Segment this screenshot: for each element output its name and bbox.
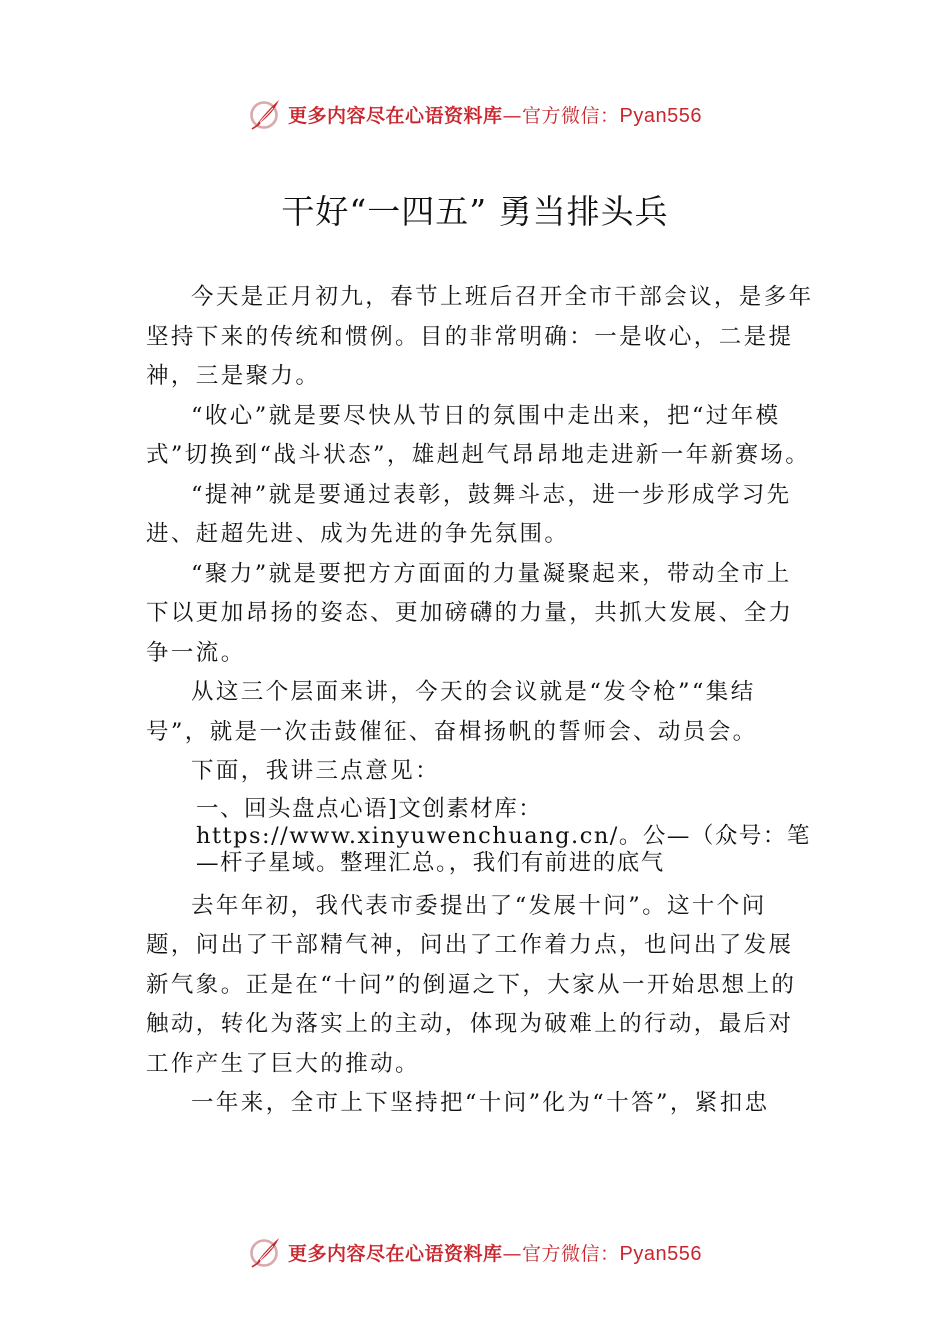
- footer-watermark-banner: [0, 1232, 950, 1272]
- watermark-wechat-label: —官方微信：: [502, 1242, 620, 1265]
- watermark-wechat-label: —官方微信：: [502, 104, 620, 127]
- paragraph: “聚力”就是要把方方面面的力量凝聚起来，带动全市上下以更加昂扬的姿态、更加磅礴的力量，共抓大发展、全力争一流。: [146, 560, 794, 666]
- watermark-text: [288, 101, 702, 128]
- paragraph: “提神”就是要通过表彰，鼓舞斗志，进一步形成学习先进、赶超先进、成为先进的争先氛围。: [146, 481, 792, 547]
- watermark-wechat-handle: Pyan556: [619, 104, 702, 127]
- section-heading: 一、回头盘点心语]文创素材库：https://www.xinyuwenchuang.cn/。公—（众号：笔—杆子星域。整理汇总。，我们有前进的底气: [196, 795, 811, 876]
- watermark-wechat-handle: Pyan556: [619, 1242, 702, 1265]
- paragraph: 去年年初，我代表市委提出了“发展十问”。这十个问题，问出了干部精气神，问出了工作着力点，也问出了发展新气象。正是在“十问”的倒逼之下，大家从一开始思想上的触动，转化为落实上的主动，体现为破难上的行动，最后对工作产生了巨大的推动。: [146, 892, 797, 1077]
- paragraph: 一年来，全市上下坚持把“十问”化为“十答”，紧扣忠: [191, 1090, 770, 1116]
- quill-logo-icon: [248, 96, 284, 132]
- paragraph: 今天是正月初九，春节上班后召开全市干部会议，是多年坚持下来的传统和惯例。目的非常明确：一是收心，二是提神，三是聚力。: [146, 284, 814, 389]
- quill-logo-icon: [248, 1234, 284, 1270]
- watermark-text: [288, 1239, 702, 1266]
- paragraph: “收心”就是要尽快从节日的氛围中走出来，把“过年模式”切换到“战斗状态”，雄赳赳气昂昂地走进新一年新赛场。: [146, 402, 811, 468]
- document-body: [146, 278, 816, 1124]
- watermark-site-name: 更多内容尽在心语资料库: [288, 104, 503, 127]
- paragraph: 下面，我讲三点意见：: [191, 758, 441, 784]
- header-watermark-banner: [0, 94, 950, 134]
- paragraph: 从这三个层面来讲，今天的会议就是“发令枪”“集结号”，就是一次击鼓催征、奋楫扬帆的誓师会、动员会。: [146, 679, 758, 745]
- document-title: 干好“一四五” 勇当排头兵: [281, 192, 669, 231]
- watermark-site-name: 更多内容尽在心语资料库: [288, 1242, 503, 1265]
